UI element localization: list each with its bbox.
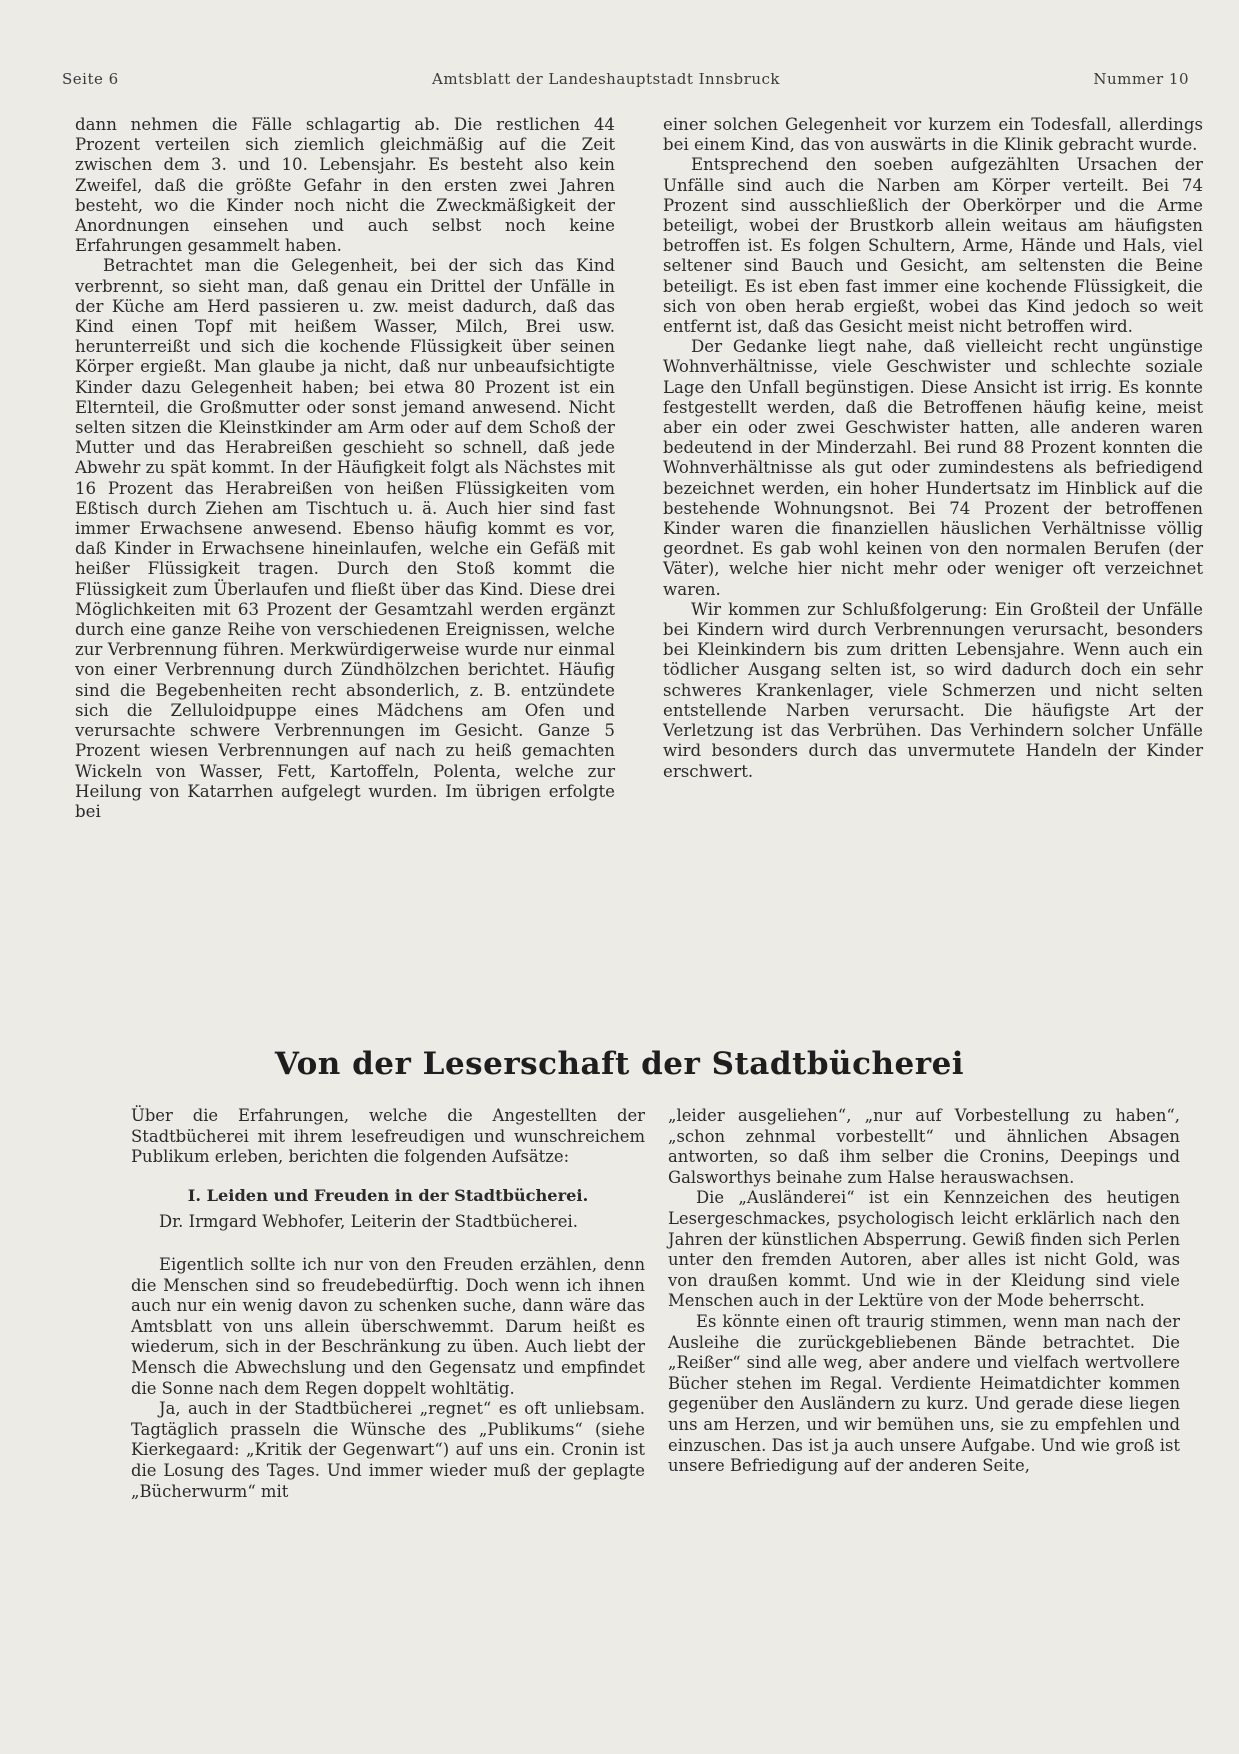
article1-left-column [75, 115, 615, 822]
publication-title: Amtsblatt der Landeshauptstadt Innsbruck [432, 70, 780, 88]
paragraph: dann nehmen die Fälle schlagartig ab. Die restlichen 44 Prozent verteilen sich ziemlich gleichmäßig auf die Zeit zwischen dem 3. und 10. Lebensjahr. Es besteht also kein Zweifel, daß die größte Gefahr in den ersten zwei Jahren besteht, wo die Kinder noch nicht die Zweckmäßigkeit der Anordnungen einsehen und auch selbst noch keine Erfahrungen gesammelt haben. [75, 115, 615, 256]
issue-number: Nummer 10 [1093, 70, 1189, 88]
paragraph: Wir kommen zur Schlußfolgerung: Ein Großteil der Unfälle bei Kindern wird durch Verbrennungen verursacht, besonders bei Kleinkindern bis zum dritten Lebensjahre. Wenn auch ein tödlicher Ausgang selten ist, so wird dadurch doch ein sehr schweres Krankenlager, viele Schmerzen und nicht selten entstellende Narben verursacht. Die häufigste Art der Verletzung ist das Verbrühen. Das Verhindern solcher Unfälle wird besonders durch das unvermutete Handeln der Kinder erschwert. [663, 599, 1203, 781]
paragraph: Ja, auch in der Stadtbücherei „regnet“ es oft unliebsam. Tagtäglich prasseln die Wünsche des „Publikums“ (siehe Kierkegaard: „Kritik der Gegenwart“) auf uns ein. Cronin ist die Losung des Tages. Und immer wieder muß der geplagte „Bücherwurm“ mit [131, 1399, 645, 1501]
spacer [131, 1247, 645, 1255]
paragraph: Eigentlich sollte ich nur von den Freuden erzählen, denn die Menschen sind so freudebedürftig. Doch wenn ich ihnen auch nur ein wenig davon zu schenken suche, dann wäre das Amtsblatt von uns allein überschwemmt. Darum heißt es wiederum, sich in der Beschränkung zu üben. Auch liebt der Mensch die Abwechslung und den Gegensatz und empfindet die Sonne nach dem Regen doppelt wohltätig. [131, 1254, 645, 1398]
running-header [62, 70, 1189, 88]
paragraph: Betrachtet man die Gelegenheit, bei der sich das Kind verbrennt, so sieht man, daß genau ein Drittel der Unfälle in der Küche am Herd passieren u. zw. meist dadurch, daß das Kind einen Topf mit heißem Wasser, Milch, Brei usw. herunterreißt und sich die kochende Flüssigkeit über seinen Körper ergießt. Man glaube ja nicht, daß nur unbeaufsichtigte Kinder dazu Gelegenheit haben; bei etwa 80 Prozent ist ein Elternteil, die Großmutter oder sonst jemand anwesend. Nicht selten sitzen die Kleinstkinder am Arm oder auf dem Schoß der Mutter und das Herabreißen geschieht so schnell, daß jede Abwehr zu spät kommt. In der Häufigkeit folgt als Nächstes mit 16 Prozent das Herabreißen von heißen Flüssigkeiten vom Eßtisch durch Ziehen am Tischtuch u. ä. Auch hier sind fast immer Erwachsene anwesend. Ebenso häufig kommt es vor, daß Kinder in Erwachsene hineinlaufen, welche ein Gefäß mit heißer Flüssigkeit tragen. Durch den Stoß kommt die Flüssigkeit zum Überlaufen und fließt über das Kind. Diese drei Möglichkeiten mit 63 Prozent der Gesamtzahl werden ergänzt durch eine ganze Reihe von verschiedenen Ereignissen, welche zur Verbrennung führen. Merkwürdigerweise wurde nur einmal von einer Verbrennung durch Zündhölzchen berichtet. Häufig sind die Begebenheiten recht absonderlich, z. B. entzündete sich die Zelluloidpuppe eines Mädchens am Ofen und verursachte schwere Verbrennungen im Gesicht. Ganze 5 Prozent wiesen Verbrennungen auf nach zu heiß gemachten Wickeln von Wasser, Fett, Kartoffeln, Polenta, welche zur Heilung von Katarrhen aufgelegt wurden. Im übrigen erfolgte bei [75, 256, 615, 821]
paragraph: Der Gedanke liegt nahe, daß vielleicht recht ungünstige Wohnverhältnisse, viele Geschwister und schlechte soziale Lage den Unfall begünstigen. Diese Ansicht ist irrig. Es konnte festgestellt werden, daß die Betroffenen häufig keine, meist aber ein oder zwei Geschwister hatten, alle anderen waren bedeutend in der Minderzahl. Bei rund 88 Prozent konnten die Wohnverhältnisse als gut oder zumindestens als befriedigend bezeichnet werden, ein hoher Hundertsatz im Hinblick auf die bestehende Wohnungsnot. Bei 74 Prozent der betroffenen Kinder waren die finanziellen häuslichen Verhältnisse völlig geordnet. Es gab wohl keinen von den normalen Berufen (der Väter), welche hier nicht mehr oder weniger oft verzeichnet waren. [663, 337, 1203, 599]
subheading: I. Leiden und Freuden in der Stadtbücherei. [187, 1185, 589, 1205]
paragraph: einer solchen Gelegenheit vor kurzem ein Todesfall, allerdings bei einem Kind, das von auswärts in die Klinik gebracht wurde. [663, 115, 1203, 155]
article2-right-column [668, 1106, 1180, 1477]
article2-left-column [131, 1106, 645, 1502]
page-number: Seite 6 [62, 70, 119, 88]
paragraph: Die „Ausländerei“ ist ein Kennzeichen des heutigen Lesergeschmackes, psychologisch leicht erklärlich nach den Jahren der künstlichen Absperrung. Gewiß finden sich Perlen unter den fremden Autoren, aber alles ist nicht Gold, was von draußen kommt. Und wie in der Kleidung sind viele Menschen auch in der Lektüre von der Mode beherrscht. [668, 1188, 1180, 1311]
paragraph: „leider ausgeliehen“, „nur auf Vorbestellung zu haben“, „schon zehnmal vorbestellt“ und ähnlichen Absagen antworten, so daß ihm selber die Cronins, Deepings und Galsworthys beinahe zum Halse herauswachsen. [668, 1106, 1180, 1187]
byline: Dr. Irmgard Webhofer, Leiterin der Stadtbücherei. [159, 1212, 578, 1232]
article-title: Von der Leserschaft der Stadtbücherei [274, 1046, 965, 1082]
paragraph: Entsprechend den soeben aufgezählten Ursachen der Unfälle sind auch die Narben am Körper verteilt. Bei 74 Prozent sind ausschließlich der Oberkörper und die Arme beteiligt, wobei der Brustkorb allein weitaus am häufigsten betroffen ist. Es folgen Schultern, Arme, Hände und Hals, viel seltener sind Bauch und Gesicht, am seltensten die Beine beteiligt. Es ist eben fast immer eine kochende Flüssigkeit, die sich von oben herab ergießt, wobei das Kind jedoch so weit entfernt ist, daß das Gesicht meist nicht betroffen wird. [663, 155, 1203, 337]
article1-right-column [663, 115, 1203, 782]
intro-paragraph: Über die Erfahrungen, welche die Angestellten der Stadtbücherei mit ihrem lesefreudigen und wunschreichem Publikum erleben, berichten die folgenden Aufsätze: [131, 1106, 645, 1167]
paragraph: Es könnte einen oft traurig stimmen, wenn man nach der Ausleihe die zurückgebliebenen Bände betrachtet. Die „Reißer“ sind alle weg, aber andere und vielfach wertvollere Bücher stehen im Regal. Verdiente Heimatdichter kommen gegenüber den Ausländern zu kurz. Und gerade diese liegen uns am Herzen, und wir bemühen uns, sie zu empfehlen und einzuschen. Das ist ja auch unsere Aufgabe. Und wie groß ist unsere Befriedigung auf der anderen Seite, [668, 1311, 1180, 1476]
